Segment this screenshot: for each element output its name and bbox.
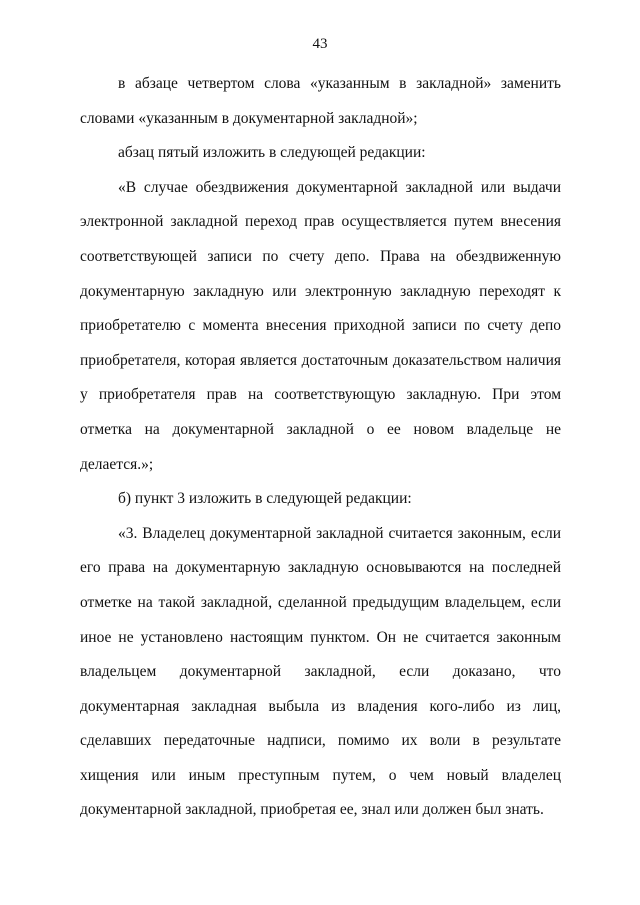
paragraph-fifth-clause-text: «В случае обездвижения документарной закладной или выдачи электронной закладной переход прав осуществляется путем внесения соответствующей записи по счету депо. Права на обездвиженную документарную закладную или электронную закладную переходят к приобретателю с момента внесения приходной записи по счету депо приобретателя, которая является достаточным доказательством наличия у приобретателя прав на соответствующую закладную. При этом отметка на документарной закладной о ее новом владельце не делается.»;	[80, 178, 561, 473]
page-number: 43	[312, 36, 328, 52]
paragraph-point-3-intro: б) пункт 3 изложить в следующей редакции:	[118, 490, 412, 508]
paragraph-point-3-text: «3. Владелец документарной закладной считается законным, если его права на документарную закладную основываются на последней отметке на такой закладной, сделанной предыдущим владельцем, если иное не установлено настоящим пунктом. Он не считается законным владельцем документарной закладной, если доказано, что документарная закладная выбыла из владения кого-либо из лиц, сделавших передаточные надписи, помимо их воли в результате хищения или иным преступным путем, о чем новый владелец документарной закладной, приобретая ее, знал или должен был знать.	[80, 524, 561, 819]
paragraph-amendment-fourth-clause: в абзаце четвертом слова «указанным в закладной» заменить словами «указанным в документарной закладной»;	[80, 75, 561, 127]
paragraph-fifth-clause-intro: абзац пятый изложить в следующей редакции:	[118, 144, 426, 162]
document-body	[80, 67, 561, 828]
